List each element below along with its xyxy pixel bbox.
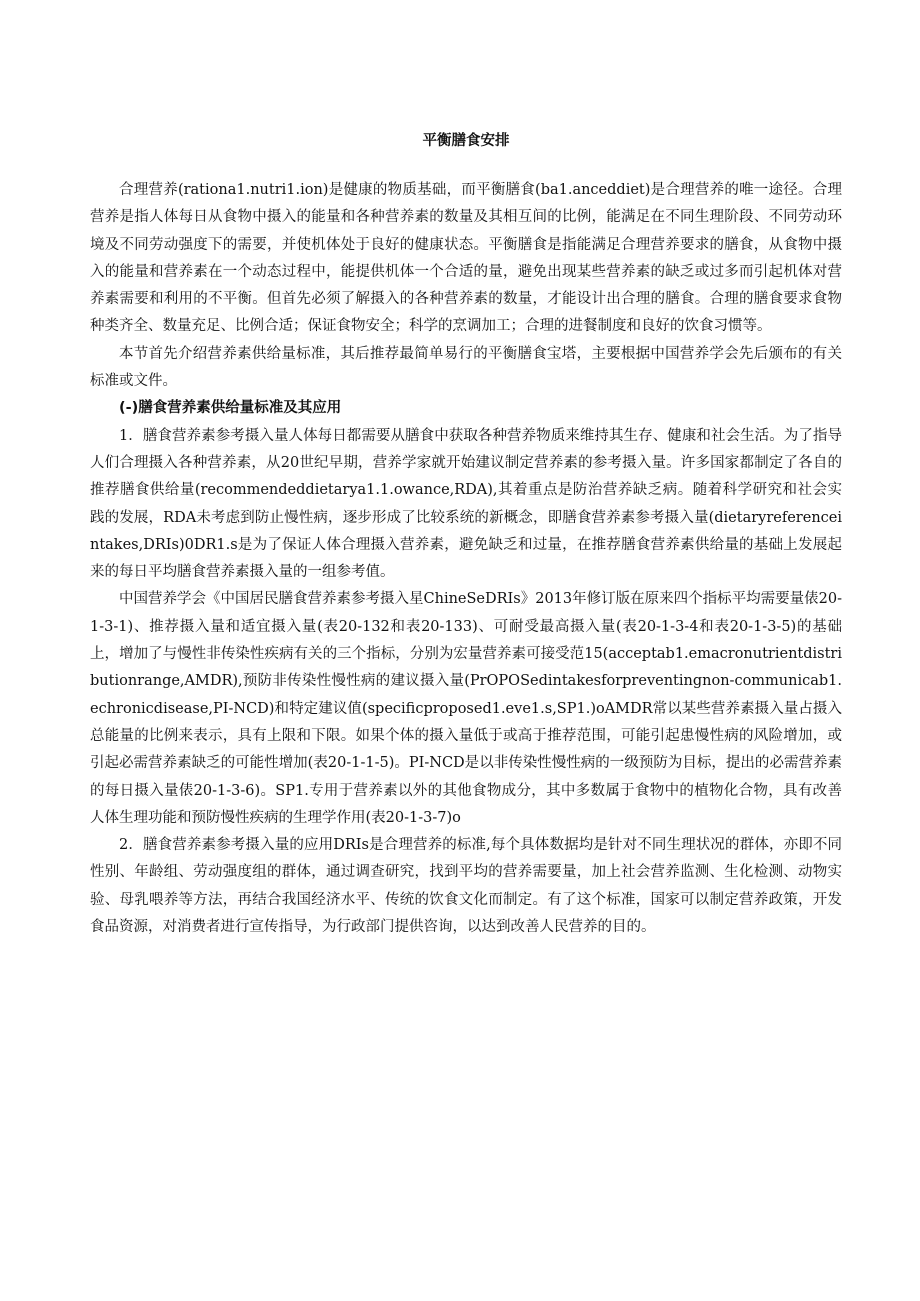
section-heading: (-)膳食营养素供给量标准及其应用 [119,400,342,417]
section-paragraph-chinese-dris: 中国营养学会《中国居民膳食营养素参考摄入星ChineSeDRIs》2013年修订版在原来四个指标平均需要量俵20-1-3-1)、推荐摄入量和适宜摄入量(表20-132和表20-133)、可耐受最高摄入量(表20-1-3-4和表20-1-3-5)的基础上，增加了与慢性非传染性疾病有关的三个指标，分别为宏量营养素可接受范15(acceptab1.emacronutrientdistributionrange,AMDR),预防非传染性慢性病的建议摄入量(PrOPOSedintakesforpreventingnon-communicab1.echronicdisease,PI-NCD)和特定建议值(specificproposed1.eve1.s,SP1.)oAMDR常以某些营养素摄入量占摄入总能量的比例来表示，具有上限和下限。如果个体的摄入量低于或高于推荐范围，可能引起患慢性病的风险增加，或引起必需营养素缺乏的可能性增加(表20-1-1-5)。PI-NCD是以非传染性慢性病的一级预防为目标，提出的必需营养素的每日摄入量俵20-1-3-6)。SP1.专用于营养素以外的其他食物成分，其中多数属于食物中的植物化合物，具有改善人体生理功能和预防慢性疾病的生理学作用(表20-1-3-7)o [90,591,842,826]
document-title: 平衡膳食安排 [422,132,510,149]
intro-paragraph: 合理营养(rationa1.nutri1.ion)是健康的物质基础，而平衡膳食(ba1.anceddiet)是合理营养的唯一途径。合理营养是指人体每日从食物中摄入的能量和各种营养素的数量及其相互间的比例，能满足在不同生理阶段、不同劳动环境及不同劳动强度下的需要，并使机体处于良好的健康状态。平衡膳食是指能满足合理营养要求的膳食，从食物中摄入的能量和营养素在一个动态过程中，能提供机体一个合适的量，避免出现某些营养素的缺乏或过多而引起机体对营养素需要和利用的不平衡。但首先必须了解摄入的各种营养素的数量，才能设计出合理的膳食。合理的膳食要求食物种类齐全、数量充足、比例合适；保证食物安全；科学的烹调加工；合理的进餐制度和良好的饮食习惯等。 [90,182,842,335]
overview-paragraph: 本节首先介绍营养素供给量标准，其后推荐最简单易行的平衡膳食宝塔，主要根据中国营养学会先后颁布的有关标准或文件。 [90,345,842,390]
section-paragraph-dris: 1．膳食营养素参考摄入量人体每日都需要从膳食中获取各种营养物质来维持其生存、健康和社会生活。为了指导人们合理摄入各种营养素，从20世纪早期，营养学家就开始建议制定营养素的参考摄入量。许多国家都制定了各自的推荐膳食供给量(recommendeddietarya1.1.owance,RDA),其着重点是防治营养缺乏病。随着科学研究和社会实践的发展，RDA未考虑到防止慢性病，逐步形成了比较系统的新概念，即膳食营养素参考摄入量(dietaryreferenceintakes,DRIs)0DR1.s是为了保证人体合理摄入营养素，避免缺乏和过量，在推荐膳食营养素供给量的基础上发展起来的每日平均膳食营养素摄入量的一组参考值。 [90,427,842,581]
document-page [90,130,842,941]
section-paragraph-application: 2．膳食营养素参考摄入量的应用DRIs是合理营养的标准,每个具体数据均是针对不同生理状况的群体，亦即不同性别、年龄组、劳动强度组的群体，通过调查研究，找到平均的营养需要量，加上社会营养监测、生化检测、动物实验、母乳喂养等方法，再结合我国经济水平、传统的饮食文化而制定。有了这个标准，国家可以制定营养政策，开发食品资源，对消费者进行宣传指导，为行政部门提供咨询，以达到改善人民营养的目的。 [90,837,842,936]
